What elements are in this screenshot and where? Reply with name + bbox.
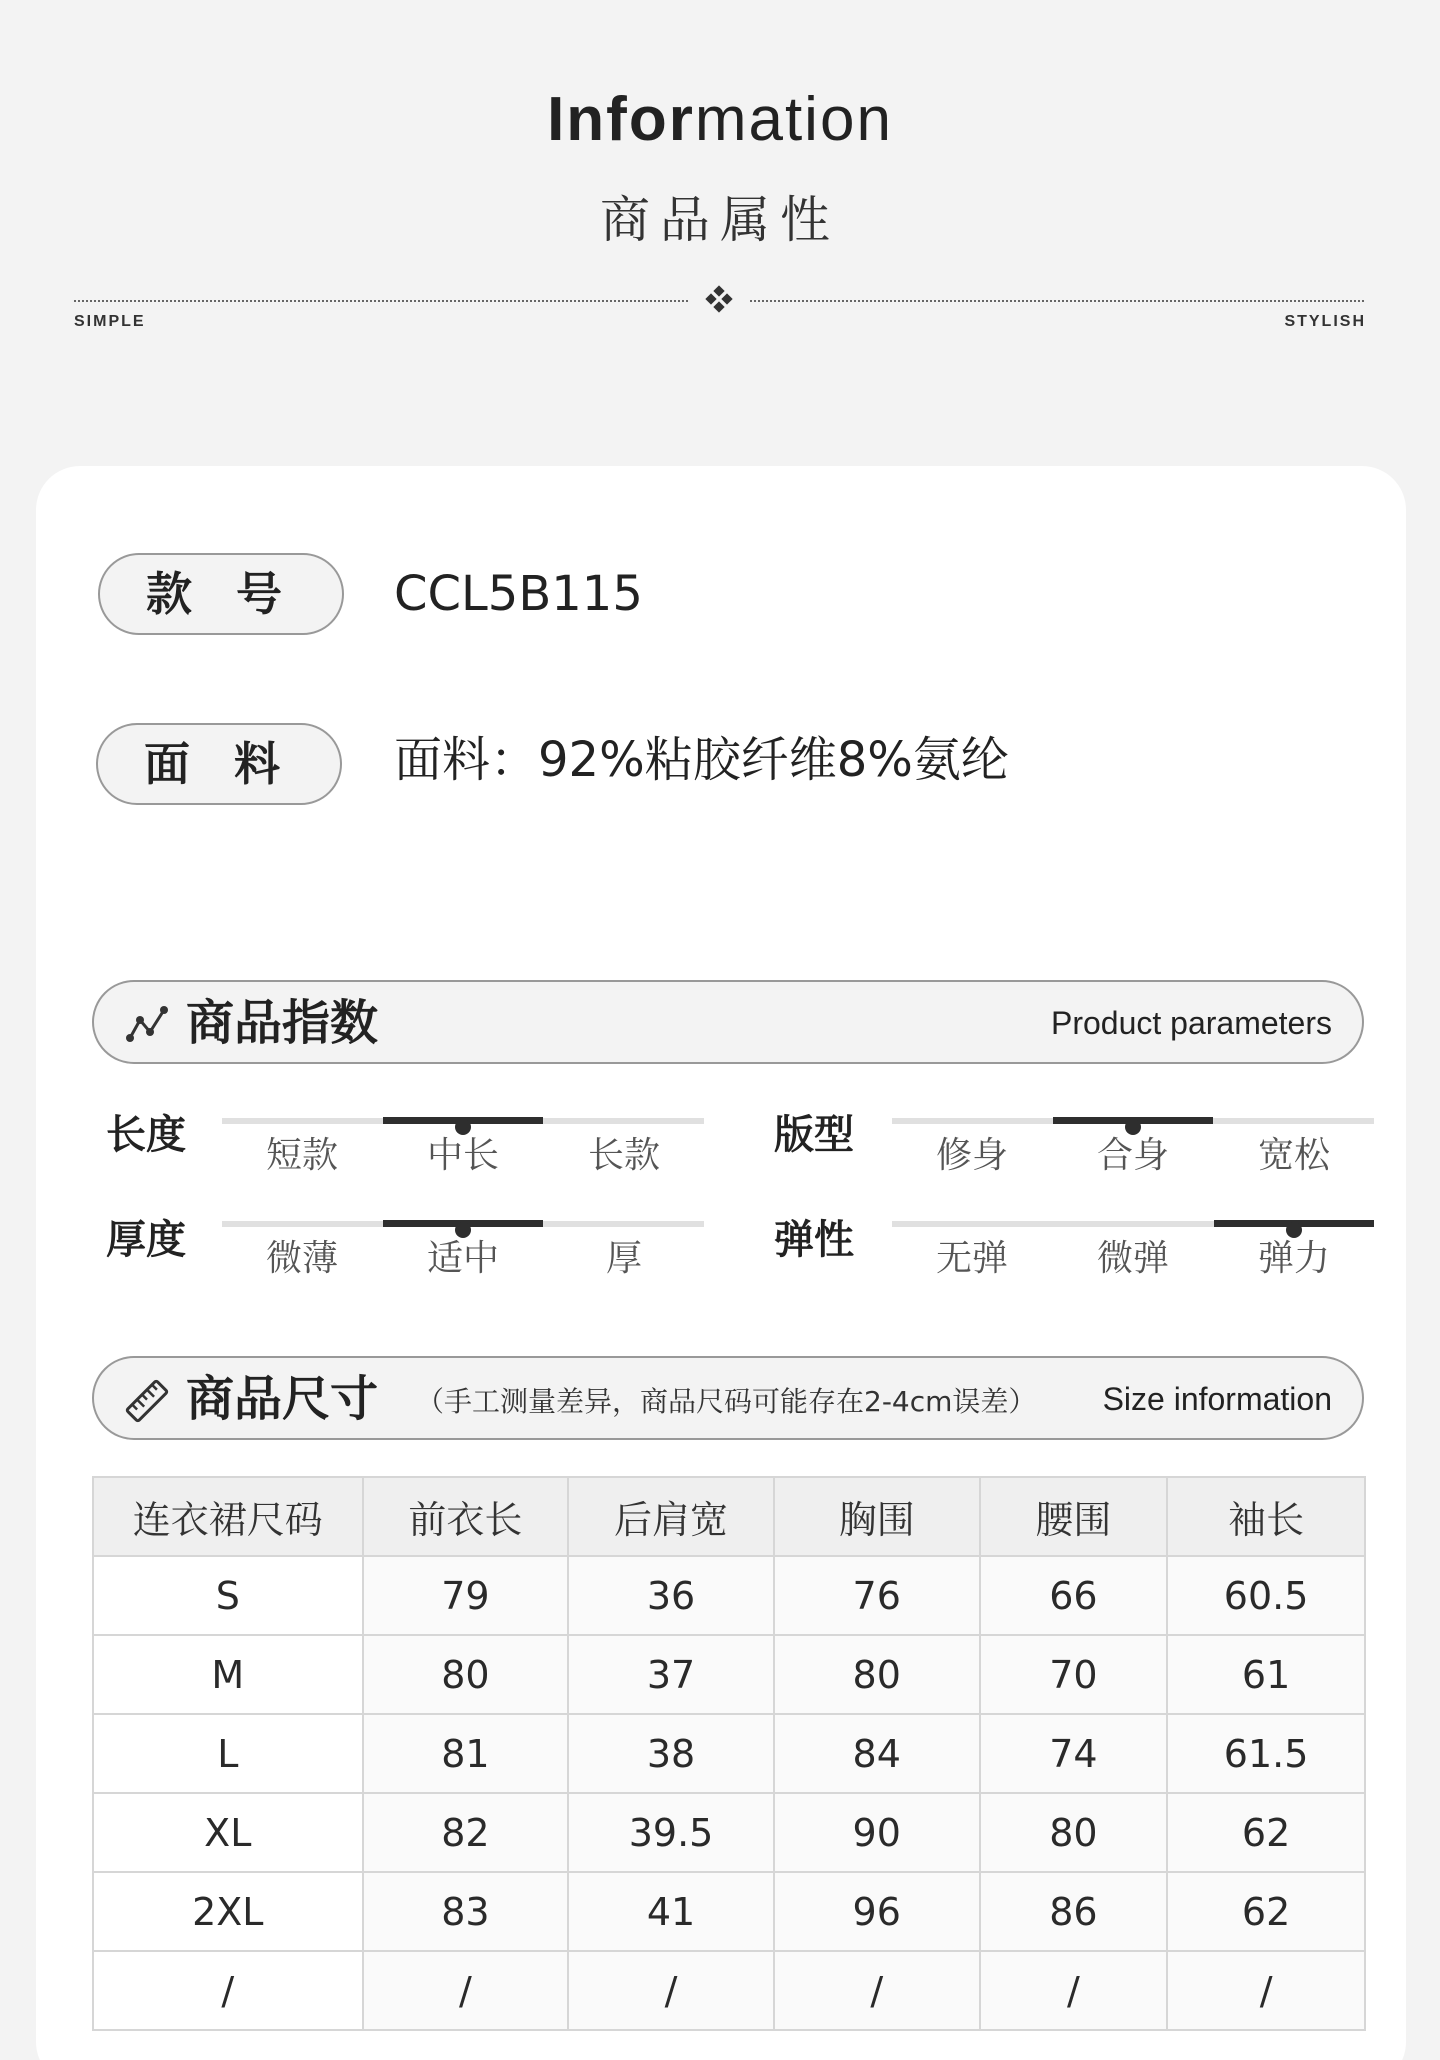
page-title <box>0 84 1440 155</box>
scale-segment <box>544 1118 704 1124</box>
table-row <box>93 1793 1365 1872</box>
table-cell: 62 <box>1167 1872 1365 1951</box>
scale-option: 适中 <box>426 1238 499 1279</box>
scale-option: 短款 <box>265 1135 338 1176</box>
table-cell: 37 <box>568 1635 774 1714</box>
table-cell: XL <box>93 1793 363 1872</box>
scale-segment-selected <box>1214 1220 1374 1227</box>
scale-option: 中长 <box>426 1135 499 1176</box>
scale-option: 长款 <box>587 1135 660 1176</box>
scale-option: 弹力 <box>1257 1238 1330 1279</box>
size-table-body <box>93 1556 1365 2030</box>
size-info-note: （手工测量差异，商品尺码可能存在2-4cm误差） <box>416 1385 1037 1418</box>
table-header-cell: 后肩宽 <box>568 1477 774 1556</box>
table-cell: 36 <box>568 1556 774 1635</box>
scale-segment <box>892 1118 1052 1124</box>
scale-segment <box>222 1118 382 1124</box>
size-info-subtitle: Size information <box>1102 1381 1332 1417</box>
table-cell: 81 <box>363 1714 569 1793</box>
table-cell: / <box>363 1951 569 2030</box>
table-cell: 61 <box>1167 1635 1365 1714</box>
title-bold: Infor <box>547 85 695 154</box>
table-cell: L <box>93 1714 363 1793</box>
table-header-cell: 前衣长 <box>363 1477 569 1556</box>
table-cell: / <box>774 1951 980 2030</box>
scale-option: 无弹 <box>935 1238 1008 1279</box>
scale-label: 版型 <box>774 1112 854 1158</box>
size-info-header <box>92 1356 1364 1440</box>
table-cell: / <box>568 1951 774 2030</box>
fabric-label: 面 料 <box>96 723 342 805</box>
scale-option: 微弹 <box>1096 1238 1169 1279</box>
scale-option: 宽松 <box>1257 1135 1330 1176</box>
scale-segment <box>544 1221 704 1227</box>
page-subtitle: 商品属性 <box>600 191 840 249</box>
scale-track <box>222 1118 704 1176</box>
table-cell: 90 <box>774 1793 980 1872</box>
table-cell: 38 <box>568 1714 774 1793</box>
table-row <box>93 1951 1365 2030</box>
table-header-cell: 胸围 <box>774 1477 980 1556</box>
size-table <box>92 1476 1366 2031</box>
scale-option: 厚 <box>605 1238 642 1279</box>
scale-segment <box>1053 1221 1213 1227</box>
scale-track <box>222 1221 704 1279</box>
scale-label: 长度 <box>106 1112 186 1158</box>
table-cell: 70 <box>980 1635 1168 1714</box>
table-cell: 61.5 <box>1167 1714 1365 1793</box>
table-cell: 80 <box>774 1635 980 1714</box>
dotted-divider-right <box>750 300 1364 302</box>
product-index-subtitle: Product parameters <box>1050 1005 1332 1041</box>
product-index-title: 商品指数 <box>186 995 379 1051</box>
scale-segment <box>892 1221 1052 1227</box>
table-cell: 83 <box>363 1872 569 1951</box>
scale-track <box>892 1221 1374 1279</box>
scale-label: 弹性 <box>774 1217 854 1263</box>
table-cell: 66 <box>980 1556 1168 1635</box>
product-index-header <box>92 980 1364 1064</box>
style-number-label: 款 号 <box>98 553 344 635</box>
table-header-cell: 腰围 <box>980 1477 1168 1556</box>
scale-segment <box>1214 1118 1374 1124</box>
table-cell: / <box>980 1951 1168 2030</box>
stylish-tag: STYLISH <box>1284 313 1366 330</box>
table-row <box>93 1556 1365 1635</box>
scale-segment <box>222 1221 382 1227</box>
scale-option: 修身 <box>935 1135 1008 1176</box>
table-row <box>93 1635 1365 1714</box>
scale-option: 合身 <box>1096 1135 1169 1176</box>
size-table-header-row <box>93 1477 1365 1556</box>
ruler-icon <box>124 1378 170 1424</box>
table-cell: 80 <box>363 1635 569 1714</box>
table-header-cell: 袖长 <box>1167 1477 1365 1556</box>
scale-track <box>892 1118 1374 1176</box>
table-cell: / <box>93 1951 363 2030</box>
table-cell: 41 <box>568 1872 774 1951</box>
diamond-ornament-icon <box>704 284 734 314</box>
table-cell: 82 <box>363 1793 569 1872</box>
table-cell: 60.5 <box>1167 1556 1365 1635</box>
table-cell: 39.5 <box>568 1793 774 1872</box>
table-cell: 86 <box>980 1872 1168 1951</box>
table-cell: 76 <box>774 1556 980 1635</box>
scale-option: 微薄 <box>265 1238 338 1279</box>
table-cell: S <box>93 1556 363 1635</box>
table-cell: 84 <box>774 1714 980 1793</box>
scale-label: 厚度 <box>106 1217 186 1263</box>
size-info-title: 商品尺寸 <box>186 1371 379 1427</box>
scale-segment-selected <box>383 1220 543 1227</box>
dotted-divider-left <box>74 300 688 302</box>
scale-segment-selected <box>383 1117 543 1124</box>
scale-segment-selected <box>1053 1117 1213 1124</box>
table-cell: / <box>1167 1951 1365 2030</box>
style-number-value: CCL5B115 <box>394 566 643 622</box>
table-header-cell: 连衣裙尺码 <box>93 1477 363 1556</box>
table-cell: 96 <box>774 1872 980 1951</box>
title-light: mation <box>694 85 893 154</box>
table-row <box>93 1872 1365 1951</box>
table-cell: 62 <box>1167 1793 1365 1872</box>
table-cell: 80 <box>980 1793 1168 1872</box>
trend-line-icon <box>124 1002 170 1048</box>
fabric-value: 面料：92%粘胶纤维8%氨纶 <box>394 732 1009 788</box>
table-cell: 79 <box>363 1556 569 1635</box>
table-cell: M <box>93 1635 363 1714</box>
simple-tag: SIMPLE <box>74 313 146 330</box>
table-cell: 74 <box>980 1714 1168 1793</box>
table-cell: 2XL <box>93 1872 363 1951</box>
table-row <box>93 1714 1365 1793</box>
